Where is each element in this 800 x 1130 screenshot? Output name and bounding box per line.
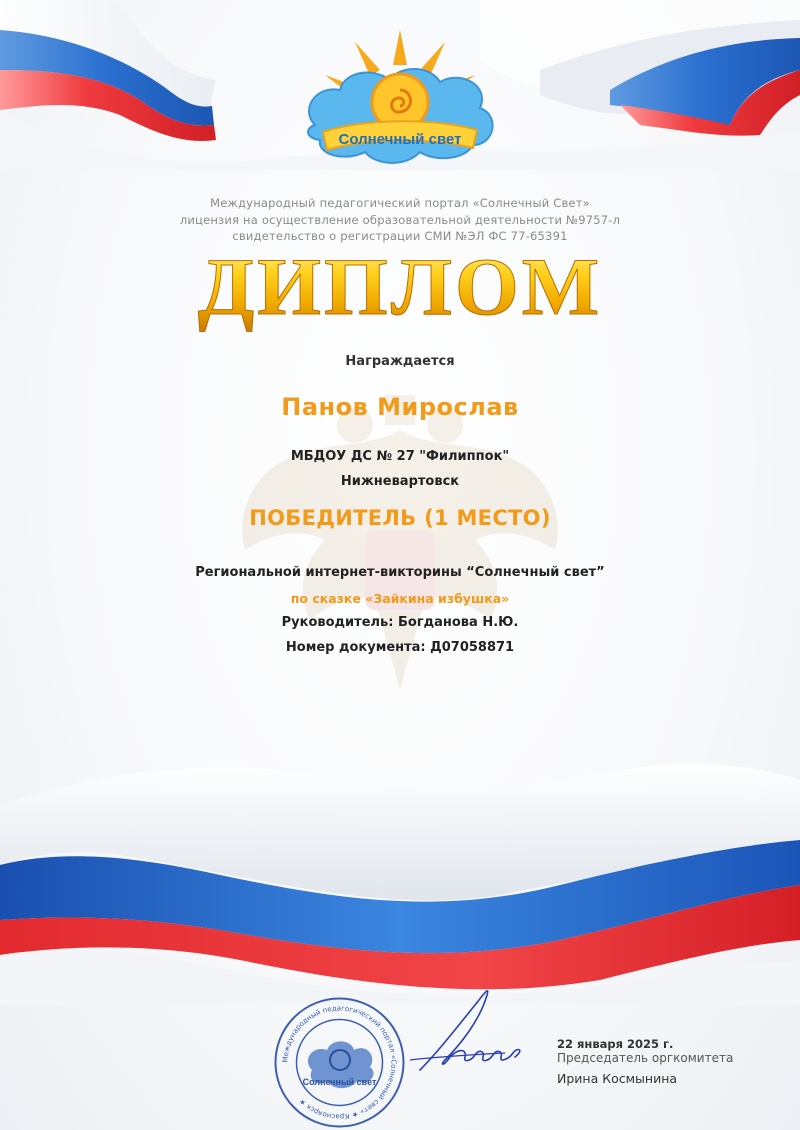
stamp-ring-text: Международный педагогический портал «Солнечный свет» ★ Красноярск ★ bbox=[281, 1004, 398, 1121]
awarded-label: Награждается bbox=[345, 354, 455, 369]
portal-info bbox=[0, 195, 800, 245]
leader: Руководитель: Богданова Н.Ю. bbox=[281, 615, 519, 630]
place-award: ПОБЕДИТЕЛЬ (1 МЕСТО) bbox=[249, 506, 551, 530]
recipient-name: Панов Мирослав bbox=[281, 393, 519, 421]
coat-of-arms-watermark-icon bbox=[215, 390, 585, 720]
bottom-flag-waves bbox=[0, 745, 800, 1005]
portal-line-1: Международный педагогический портал «Солнечный Свет» bbox=[210, 196, 590, 210]
signature-role: Председатель оргкомитета bbox=[557, 1051, 734, 1065]
organization: МБДОУ ДС № 27 "Филиппок" bbox=[290, 449, 510, 464]
title-text: ДИПЛОМ bbox=[197, 242, 603, 332]
contest-topic: по сказке «Зайкина избушка» bbox=[290, 591, 510, 606]
signature-name: Ирина Космынина bbox=[557, 1071, 678, 1086]
diploma-title bbox=[0, 242, 800, 332]
stamp-brand-text: Солнечный свет bbox=[302, 1077, 377, 1087]
signature-icon bbox=[405, 985, 535, 1080]
portal-line-3: свидетельство о регистрации СМИ №ЭЛ ФС 77-65391 bbox=[232, 229, 568, 243]
signature-date: 22 января 2025 г. bbox=[557, 1037, 674, 1051]
contest-name: Региональной интернет-викторины “Солнечный свет” bbox=[195, 565, 605, 580]
sun-logo-icon bbox=[295, 30, 505, 170]
document-number: Номер документа: Д07058871 bbox=[285, 640, 515, 655]
logo-text: Солнечный свет bbox=[338, 131, 462, 148]
portal-line-2: лицензия на осуществление образовательной деятельности №9757-л bbox=[179, 212, 621, 227]
city: Нижневартовск bbox=[340, 474, 460, 489]
seal-stamp-icon bbox=[272, 995, 407, 1130]
